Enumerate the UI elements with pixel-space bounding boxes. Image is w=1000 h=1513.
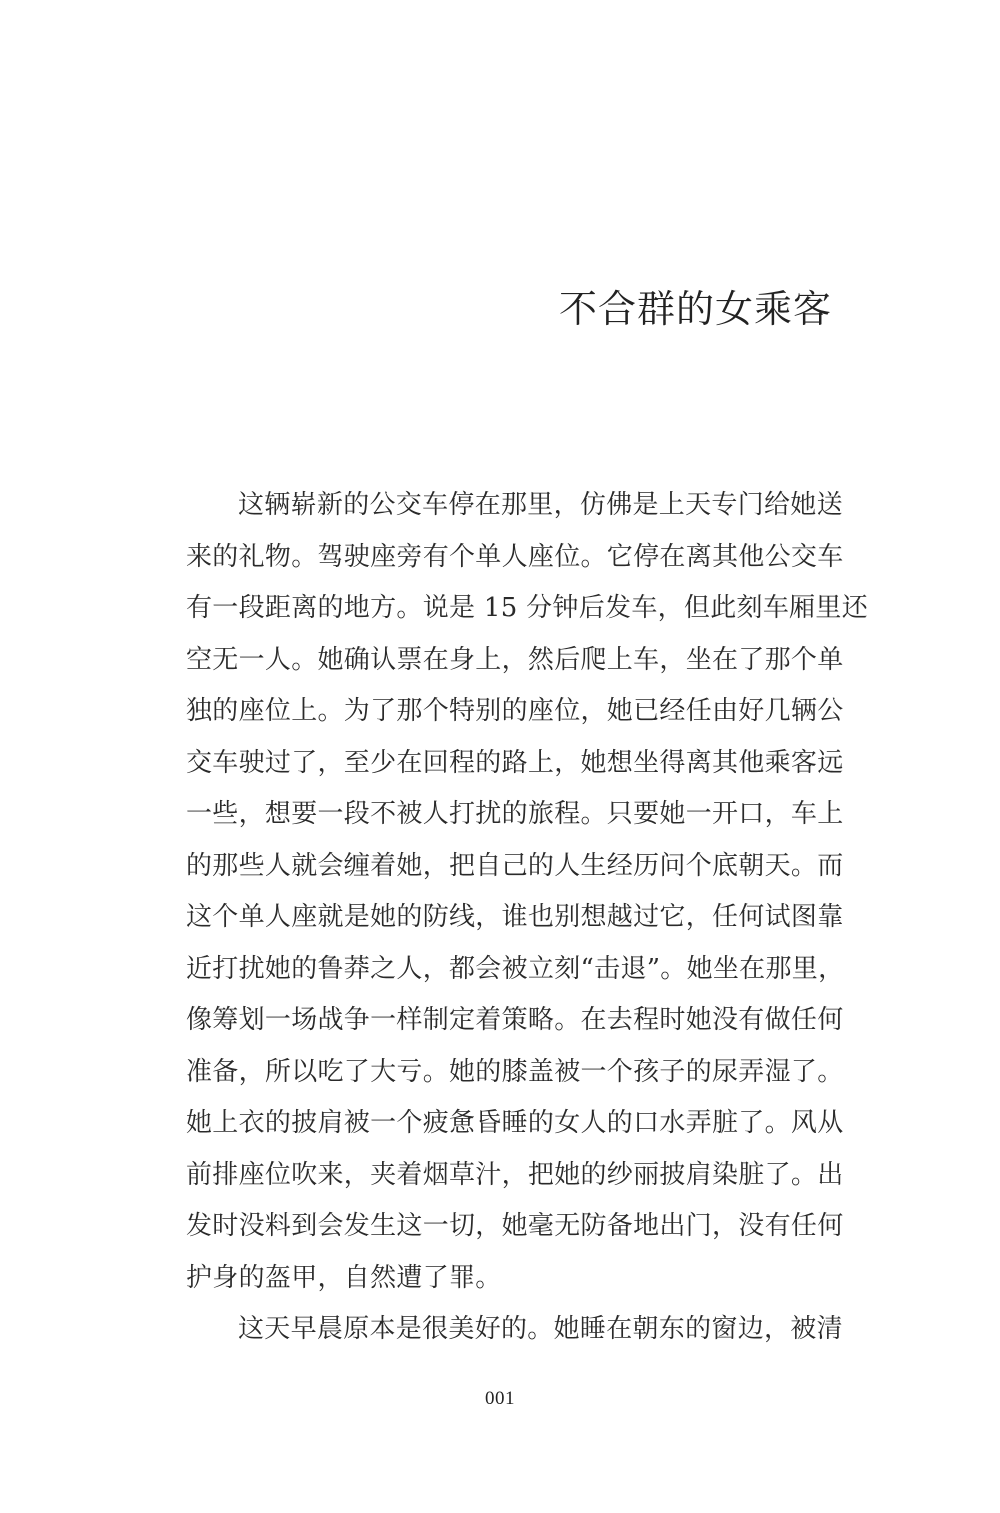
text-line: 的那些人就会缠着她，把自己的人生经历问个底朝天。而 bbox=[186, 850, 844, 881]
text-line: 这个单人座就是她的防线，谁也别想越过它，任何试图靠 bbox=[186, 902, 844, 932]
text-line: 交车驶过了，至少在回程的路上，她想坐得离其他乘客远 bbox=[186, 747, 844, 778]
body-text bbox=[186, 480, 869, 1356]
text-line: 独的座位上。为了那个特别的座位，她已经任由好几辆公 bbox=[186, 696, 844, 726]
text-line: 准备，所以吃了大亏。她的膝盖被一个孩子的尿弄湿了。 bbox=[186, 1056, 844, 1087]
chapter-title: 不合群的女乘客 bbox=[558, 287, 832, 331]
text-line: 有一段距离的地方。说是 15 分钟后发车，但此刻车厢里还 bbox=[186, 593, 869, 623]
text-line: 这天早晨原本是很美好的。她睡在朝东的窗边，被清 bbox=[238, 1314, 843, 1344]
text-line: 来的礼物。驾驶座旁有个单人座位。它停在离其他公交车 bbox=[186, 541, 844, 572]
text-line: 这辆崭新的公交车停在那里，仿佛是上天专门给她送 bbox=[238, 490, 843, 520]
text-line: 护身的盔甲，自然遭了罪。 bbox=[186, 1262, 502, 1293]
text-line: 近打扰她的鲁莽之人，都会被立刻“击退”。她坐在那里， bbox=[186, 953, 845, 984]
text-line: 她上衣的披肩被一个疲惫昏睡的女人的口水弄脏了。风从 bbox=[186, 1108, 844, 1138]
text-line: 空无一人。她确认票在身上，然后爬上车，坐在了那个单 bbox=[186, 644, 844, 675]
text-line: 像筹划一场战争一样制定着策略。在去程时她没有做任何 bbox=[186, 1005, 844, 1035]
text-line: 一些，想要一段不被人打扰的旅程。只要她一开口，车上 bbox=[186, 799, 844, 829]
text-line: 前排座位吹来，夹着烟草汁，把她的纱丽披肩染脏了。出 bbox=[186, 1159, 844, 1190]
text-line: 发时没料到会发生这一切，她毫无防备地出门，没有任何 bbox=[186, 1211, 844, 1241]
page-number: 001 bbox=[485, 1388, 515, 1409]
